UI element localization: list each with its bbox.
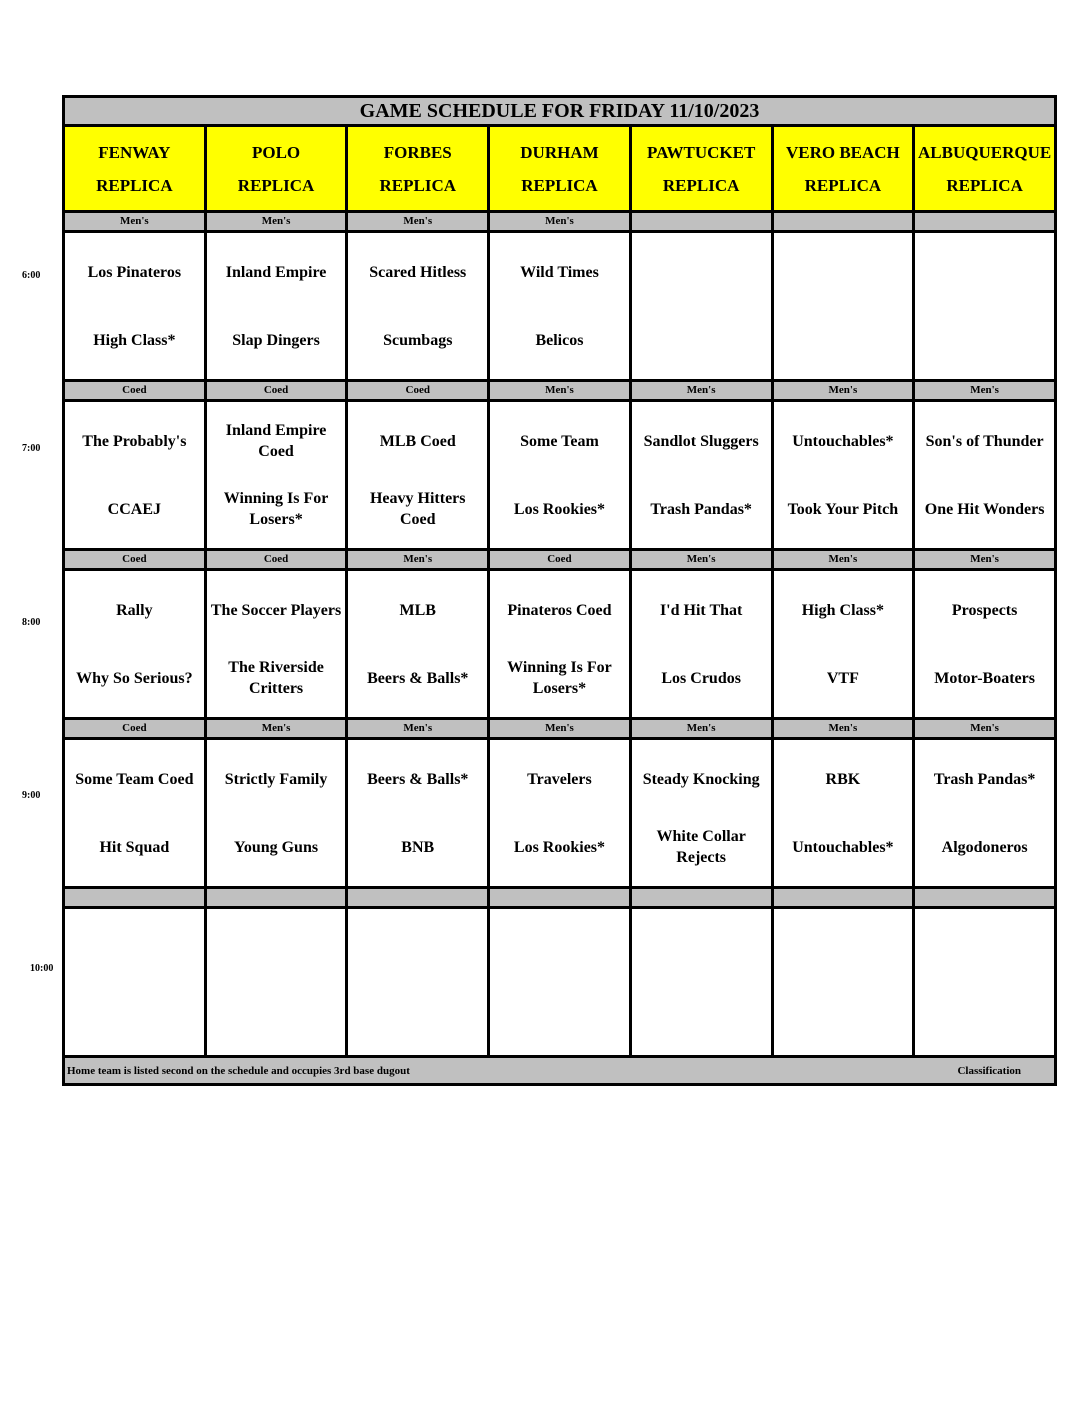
home-team: Hit Squad [99, 838, 170, 856]
classification-cell [630, 888, 772, 908]
home-team: Untouchables* [792, 838, 894, 856]
classification-row [64, 550, 1056, 570]
game-cell [772, 908, 914, 1057]
home-team: Motor-Boaters [934, 669, 1035, 687]
classification-cell: Men's [489, 212, 631, 232]
classification-cell: Men's [205, 719, 347, 739]
home-team-note: Home team is listed second on the schedule and occupies 3rd base dugout [67, 1065, 410, 1077]
classification-row [64, 212, 1056, 232]
game-cell [914, 401, 1056, 550]
game-cell [347, 908, 489, 1057]
game-cell [914, 232, 1056, 381]
game-cell [205, 570, 347, 719]
away-team: Travelers [527, 770, 592, 788]
classification-cell: Coed [205, 550, 347, 570]
game-cell [205, 739, 347, 888]
away-team: Wild Times [520, 263, 599, 281]
away-team: The Soccer Players [210, 601, 342, 619]
game-cell [489, 570, 631, 719]
time-label: 7:00 [22, 443, 41, 454]
game-row [64, 401, 1056, 550]
classification-cell: Men's [914, 381, 1056, 401]
game-row [64, 570, 1056, 719]
field-header [772, 126, 914, 212]
away-team [915, 251, 1054, 293]
game-cell [772, 570, 914, 719]
classification-cell: Coed [64, 550, 206, 570]
away-team [348, 927, 487, 969]
away-team: Los Pinateros [87, 263, 182, 281]
classification-cell [489, 888, 631, 908]
classification-cell: Coed [64, 719, 206, 739]
home-team [348, 995, 487, 1037]
home-team: Young Guns [234, 838, 319, 856]
classification-cell: Coed [205, 381, 347, 401]
home-team [490, 995, 629, 1037]
field-subtitle: REPLICA [946, 175, 1023, 195]
away-team: Pinateros Coed [507, 601, 612, 619]
away-team [632, 251, 771, 293]
game-cell [630, 739, 772, 888]
away-team [774, 251, 913, 293]
time-label: 9:00 [22, 790, 41, 801]
game-cell [772, 232, 914, 381]
away-team: MLB Coed [379, 432, 456, 450]
away-team: The Probably's [82, 432, 187, 450]
home-team [774, 995, 913, 1037]
field-subtitle: REPLICA [521, 175, 598, 195]
home-team: High Class* [93, 331, 176, 349]
field-name: POLO [251, 142, 301, 162]
away-team: Steady Knocking [642, 770, 760, 788]
home-team: BNB [401, 838, 435, 856]
game-cell [347, 401, 489, 550]
game-cell [64, 232, 206, 381]
away-team [490, 927, 629, 969]
home-team: CCAEJ [107, 500, 162, 518]
classification-cell: Coed [347, 381, 489, 401]
classification-cell: Men's [205, 212, 347, 232]
away-team [65, 927, 204, 969]
field-subtitle: REPLICA [379, 175, 457, 195]
game-cell [64, 570, 206, 719]
classification-row [64, 381, 1056, 401]
away-team: Beers & Balls* [367, 770, 469, 788]
classification-cell: Men's [772, 381, 914, 401]
time-column [0, 0, 62, 1408]
schedule-title: GAME SCHEDULE FOR FRIDAY 11/10/2023 [64, 97, 1056, 126]
home-team [915, 319, 1054, 361]
away-team: Rally [116, 601, 153, 619]
home-team: Scumbags [383, 331, 453, 349]
home-team: The Riverside Critters [228, 659, 324, 697]
away-team: Sandlot Sluggers [643, 432, 759, 450]
game-cell [914, 570, 1056, 719]
time-label: 8:00 [22, 617, 41, 628]
home-team [774, 319, 913, 361]
away-team [632, 927, 771, 969]
home-team: Belicos [535, 331, 584, 349]
classification-cell: Men's [914, 719, 1056, 739]
away-team: High Class* [801, 601, 884, 619]
footer-cell [64, 1057, 1056, 1085]
classification-cell [347, 888, 489, 908]
away-team: Trash Pandas* [933, 770, 1036, 788]
away-team: Strictly Family [224, 770, 328, 788]
game-cell [347, 739, 489, 888]
away-team: Some Team Coed [75, 770, 194, 788]
game-cell [489, 401, 631, 550]
home-team [632, 995, 771, 1037]
home-team: Heavy Hitters Coed [369, 490, 466, 528]
home-team: Trash Pandas* [650, 500, 752, 518]
classification-row [64, 719, 1056, 739]
classification-cell: Men's [347, 212, 489, 232]
game-row [64, 232, 1056, 381]
classification-cell [205, 888, 347, 908]
classification-cell: Men's [489, 381, 631, 401]
field-subtitle: REPLICA [804, 175, 882, 195]
field-name: FENWAY [98, 142, 171, 162]
field-subtitle: REPLICA [237, 175, 315, 195]
game-cell [630, 232, 772, 381]
home-team: Algodoneros [941, 838, 1028, 856]
home-team: Los Rookies* [513, 838, 606, 856]
classification-cell [630, 212, 772, 232]
classification-cell: Men's [630, 381, 772, 401]
field-header [205, 126, 347, 212]
home-team: Los Crudos [661, 669, 741, 687]
game-cell [489, 232, 631, 381]
home-team [915, 995, 1054, 1037]
away-team [774, 927, 913, 969]
field-header [347, 126, 489, 212]
time-label: 6:00 [22, 270, 41, 281]
game-cell [205, 401, 347, 550]
classification-cell: Men's [347, 719, 489, 739]
field-subtitle: REPLICA [662, 175, 740, 195]
game-cell [489, 739, 631, 888]
away-team: RBK [825, 770, 861, 788]
game-cell [347, 570, 489, 719]
classification-cell: Men's [772, 719, 914, 739]
home-team: Took Your Pitch [787, 500, 899, 518]
away-team [915, 927, 1054, 969]
away-team: Some Team [520, 432, 599, 450]
classification-cell [772, 212, 914, 232]
classification-legend: Classification [957, 1065, 1021, 1077]
game-cell [630, 401, 772, 550]
classification-cell: Men's [489, 719, 631, 739]
away-team: Inland Empire Coed [225, 422, 327, 460]
game-cell [347, 232, 489, 381]
classification-cell: Men's [914, 550, 1056, 570]
field-header [489, 126, 631, 212]
game-cell [630, 570, 772, 719]
home-team: Los Rookies* [513, 500, 606, 518]
classification-cell [914, 888, 1056, 908]
time-label: 10:00 [30, 963, 54, 974]
classification-cell: Men's [64, 212, 206, 232]
away-team: Inland Empire [225, 263, 327, 281]
home-team: Beers & Balls* [367, 669, 469, 687]
home-team: White Collar Rejects [656, 828, 746, 866]
away-team: Prospects [951, 601, 1018, 619]
field-name: VERO BEACH [785, 142, 900, 162]
away-team: MLB [399, 601, 436, 619]
title-row [64, 97, 1056, 126]
classification-cell: Coed [64, 381, 206, 401]
home-team [207, 995, 346, 1037]
classification-cell [64, 888, 206, 908]
game-cell [205, 908, 347, 1057]
home-team [632, 319, 771, 361]
classification-cell: Men's [630, 719, 772, 739]
footer-row [64, 1057, 1056, 1085]
game-cell [914, 908, 1056, 1057]
game-cell [914, 739, 1056, 888]
field-name: FORBES [383, 142, 452, 162]
field-name: PAWTUCKET [647, 142, 756, 162]
classification-cell [914, 212, 1056, 232]
home-team: VTF [826, 669, 859, 687]
schedule-table [62, 95, 1057, 1086]
game-cell [772, 401, 914, 550]
field-name: ALBUQUERQUE [918, 142, 1052, 162]
classification-cell [772, 888, 914, 908]
home-team: Winning Is For Losers* [507, 659, 612, 697]
classification-cell: Coed [489, 550, 631, 570]
game-cell [64, 739, 206, 888]
home-team: Winning Is For Losers* [223, 490, 329, 528]
game-row [64, 908, 1056, 1057]
game-cell [64, 908, 206, 1057]
away-team [207, 927, 346, 969]
game-cell [64, 401, 206, 550]
field-name: DURHAM [520, 142, 599, 162]
home-team: Why So Serious? [76, 669, 193, 687]
field-header [630, 126, 772, 212]
away-team: Untouchables* [792, 432, 894, 450]
field-header [64, 126, 206, 212]
game-cell [772, 739, 914, 888]
home-team: Slap Dingers [232, 331, 320, 349]
classification-row [64, 888, 1056, 908]
classification-cell: Men's [772, 550, 914, 570]
field-header [914, 126, 1056, 212]
classification-cell: Men's [347, 550, 489, 570]
away-team: Son's of Thunder [925, 432, 1044, 450]
game-cell [205, 232, 347, 381]
field-header-row [64, 126, 1056, 212]
away-team: I'd Hit That [659, 601, 743, 619]
home-team: One Hit Wonders [924, 500, 1045, 518]
classification-cell: Men's [630, 550, 772, 570]
home-team [65, 995, 204, 1037]
game-cell [630, 908, 772, 1057]
game-cell [489, 908, 631, 1057]
game-row [64, 739, 1056, 888]
field-subtitle: REPLICA [96, 175, 173, 195]
away-team: Scared Hitless [369, 263, 467, 281]
